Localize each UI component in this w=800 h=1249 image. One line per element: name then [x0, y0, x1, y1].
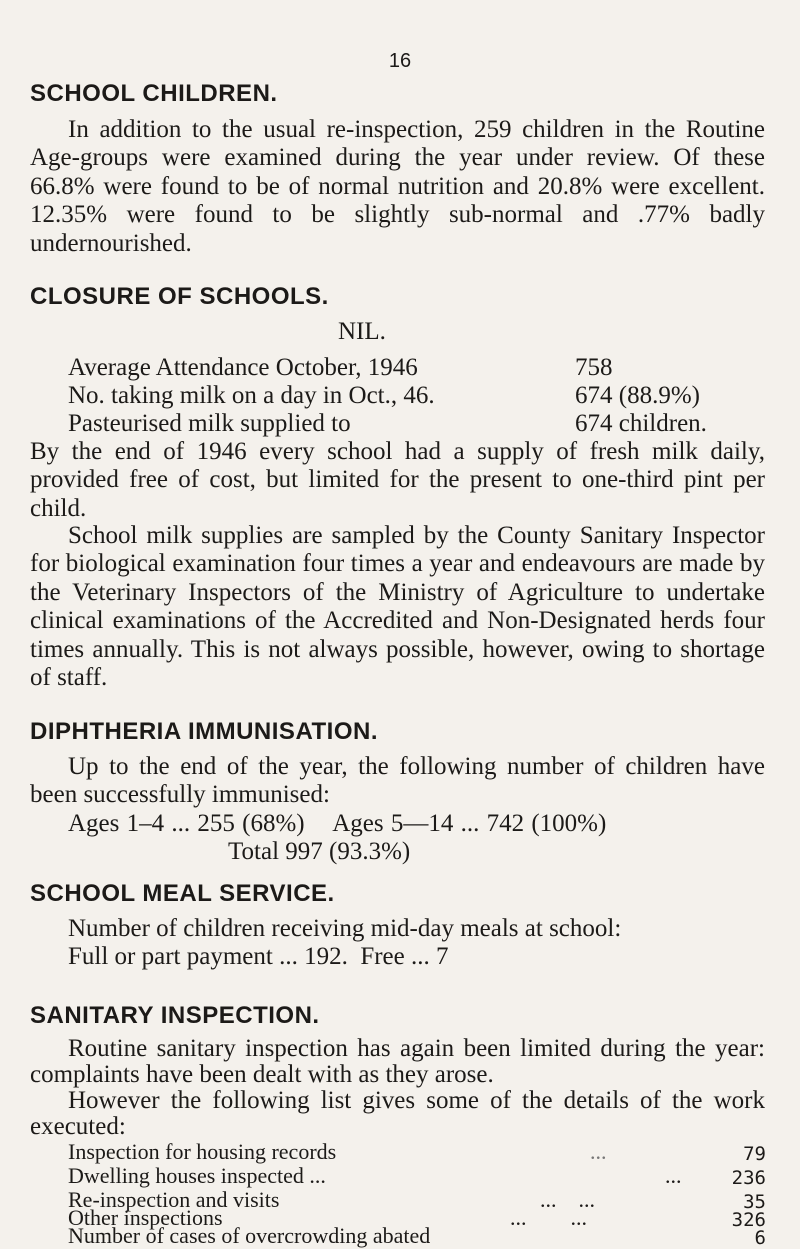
inspection-item-label: Re-inspection and visits	[68, 1187, 280, 1212]
inspection-item-label: Number of cases of overcrowding abated	[68, 1223, 431, 1248]
paragraph-sanitary-1: Routine sanitary inspection has again been limited during the year: complaints have been dealt with as they arose.	[30, 1035, 765, 1088]
inspection-item-dots: ... ...	[510, 1205, 587, 1230]
paragraph-school-children: In addition to the usual re-inspection, 259 children in the Routine Age-groups were examined during the year under review. Of these 66.8% were found to be of normal nutrition and 20.8% were excellent. 12.35% were found to be slightly sub-normal and .77% badly undernourished.	[30, 116, 765, 257]
paragraph-sanitary-2: However the following list gives some of the details of the work executed:	[30, 1087, 765, 1140]
heading-diphtheria-immunisation: DIPHTHERIA IMMUNISATION.	[30, 718, 378, 745]
page-number: 16	[388, 50, 412, 72]
inspection-item-label: Dwelling houses inspected ...	[68, 1163, 326, 1188]
stat-value: 758	[575, 354, 613, 381]
heading-sanitary-inspection: SANITARY INSPECTION.	[30, 1002, 320, 1029]
paragraph-milk-supply: By the end of 1946 every school had a supply of fresh milk daily, provided free of cost, but limited for the present to one-third pint per child.	[30, 438, 765, 522]
paragraph-milk-sampling: School milk supplies are sampled by the County Sanitary Inspector for biological examination four times a year and endeavours are made by the Veterinary Inspectors of the Ministry of Agriculture to undertake clinical examinations of the Accredited and Non-Designated herds four times annually. This is not always possible, however, owing to shortage of staff.	[30, 522, 765, 692]
inspection-item-value: 326	[731, 1209, 766, 1231]
inspection-item-label: Inspection for housing records	[68, 1139, 337, 1164]
heading-school-meal-service: SCHOOL MEAL SERVICE.	[30, 880, 335, 907]
inspection-item-label: Other inspections	[68, 1205, 223, 1230]
immunisation-ages: Ages 1–4 ... 255 (68%) Ages 5—14 ... 742 (100%)	[68, 810, 607, 837]
stat-value: 674 children.	[575, 410, 707, 437]
inspection-item-value: 35	[743, 1191, 766, 1213]
stat-value: 674 (88.9%)	[575, 382, 700, 409]
heading-school-children: SCHOOL CHILDREN.	[30, 80, 278, 107]
inspection-item-dots: ...	[665, 1163, 682, 1188]
inspection-item-dots: ...	[590, 1139, 607, 1164]
inspection-item-value: 79	[743, 1143, 766, 1165]
meal-detail: Full or part payment ... 192. Free ... 7	[68, 943, 449, 970]
inspection-item-dots: ... ...	[540, 1187, 595, 1212]
stat-label: Pasteurised milk supplied to	[68, 410, 351, 437]
stat-label: Average Attendance October, 1946	[68, 354, 418, 381]
immunisation-total: Total 997 (93.3%)	[228, 838, 411, 865]
meal-text: Number of children receiving mid-day meals at school:	[68, 915, 622, 942]
paragraph-diphtheria: Up to the end of the year, the following number of children have been successfully immunised:	[30, 753, 765, 809]
heading-closure-of-schools: CLOSURE OF SCHOOLS.	[30, 283, 329, 310]
stat-label: No. taking milk on a day in Oct., 46.	[68, 382, 435, 409]
inspection-item-value: 6	[754, 1227, 766, 1249]
closure-value: NIL.	[338, 318, 386, 345]
inspection-item-value: 236	[731, 1167, 766, 1189]
